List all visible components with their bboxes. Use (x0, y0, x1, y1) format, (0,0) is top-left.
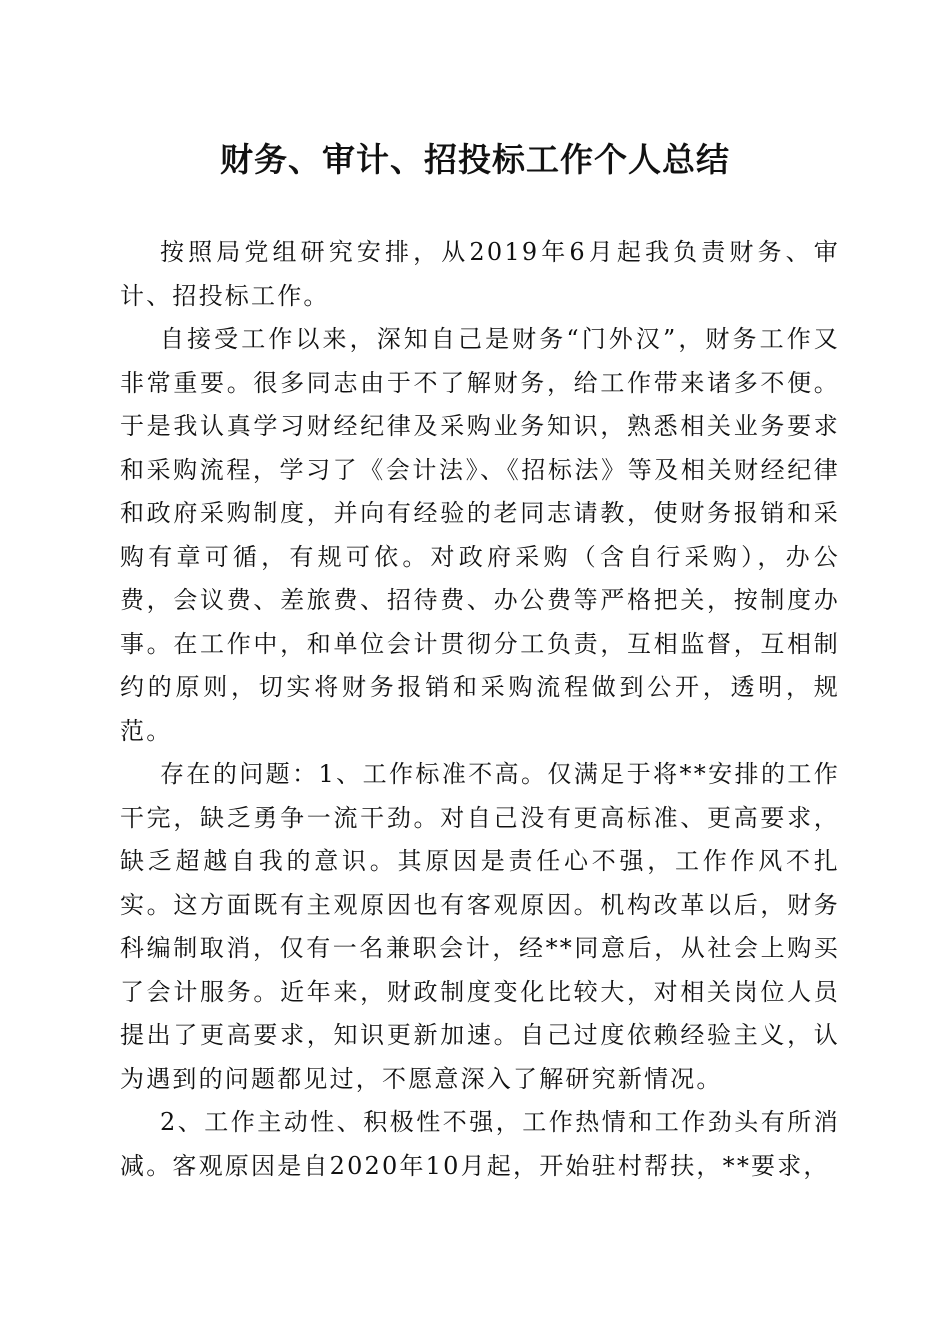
paragraph-problem-1: 存在的问题：1、工作标准不高。仅满足于将**安排的工作干完，缺乏勇争一流干劲。对自己没有更高标准、更高要求，缺乏超越自我的意识。其原因是责任心不强，工作作风不扎实。这方面既有主观原因也有客观原因。机构改革以后，财务科编制取消，仅有一名兼职会计，经**同意后，从社会上购买了会计服务。近年来，财政制度变化比较大，对相关岗位人员提出了更高要求，知识更新加速。自己过度依赖经验主义，认为遇到的问题都见过，不愿意深入了解研究新情况。 (120, 760, 840, 1093)
document-body (120, 231, 840, 1188)
paragraph-assignment: 按照局党组研究安排，从2019年6月起我负责财务、审计、招投标工作。 (120, 238, 840, 310)
paragraph-work-review: 自接受工作以来，深知自己是财务“门外汉”，财务工作又非常重要。很多同志由于不了解财务，给工作带来诸多不便。于是我认真学习财经纪律及采购业务知识，熟悉相关业务要求和采购流程，学习了《会计法》、《招标法》等及相关财经纪律和政府采购制度，并向有经验的老同志请教，使财务报销和采购有章可循，有规可依。对政府采购（含自行采购），办公费，会议费、差旅费、招待费、办公费等严格把关，按制度办事。在工作中，和单位会计贯彻分工负责，互相监督，互相制约的原则，切实将财务报销和采购流程做到公开，透明，规范。 (120, 325, 840, 745)
document-title: 财务、审计、招投标工作个人总结 (220, 140, 730, 179)
paragraph-problem-2: 2、工作主动性、积极性不强，工作热情和工作劲头有所消减。客观原因是自2020年10月起，开始驻村帮扶，**要求， (120, 1108, 840, 1180)
